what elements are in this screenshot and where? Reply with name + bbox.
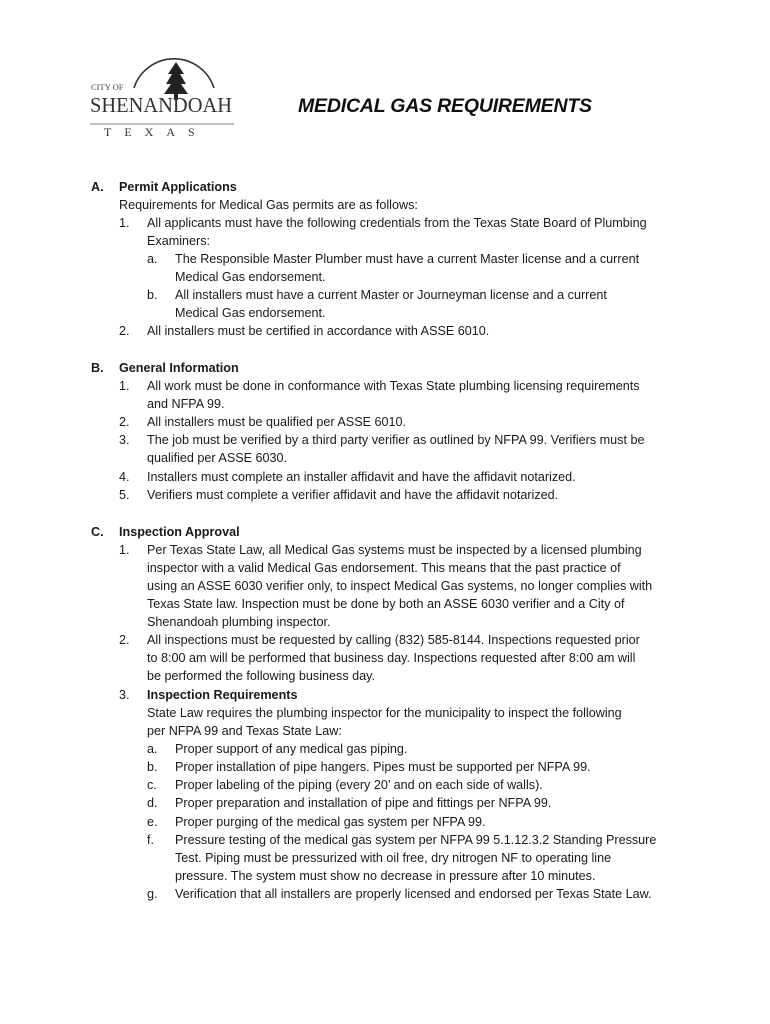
logo-name: SHENANDOAH — [90, 93, 232, 117]
list-item-text: Examiners: — [147, 234, 210, 248]
sub-list-letter: d. — [147, 796, 158, 810]
sub-list-letter: e. — [147, 815, 158, 829]
sub-list-text: Proper preparation and installation of pipe and fittings per NFPA 99. — [175, 796, 552, 810]
sub-list-text: Pressure testing of the medical gas system per NFPA 99 5.1.12.3.2 Standing Pressure — [175, 833, 657, 847]
list-item-text: Installers must complete an installer affidavit and have the affidavit notarized. — [147, 470, 576, 484]
sub-list-text: Verification that all installers are properly licensed and endorsed per Texas State Law. — [175, 887, 652, 901]
list-item-text: Verifiers must complete a verifier affidavit and have the affidavit notarized. — [147, 488, 559, 502]
logo-city-of: CITY OF — [91, 82, 124, 92]
list-number: 5. — [119, 488, 130, 502]
sub-list-text: Proper labeling of the piping (every 20’ and on each side of walls). — [175, 778, 543, 792]
sub-list-text: The Responsible Master Plumber must have a current Master license and a current — [175, 252, 640, 266]
sub-list-text: All installers must have a current Master or Journeyman license and a current — [175, 288, 607, 302]
list-number: 1. — [119, 216, 130, 230]
list-number: 3. — [119, 688, 130, 702]
list-item-text: All applicants must have the following credentials from the Texas State Board of Plumbing — [147, 216, 647, 230]
sub-list-letter: a. — [147, 252, 158, 266]
section-c-letter: C. — [91, 525, 104, 539]
section-b-letter: B. — [91, 361, 104, 375]
list-item-text: inspector with a valid Medical Gas endorsement. This means that the past practice of — [147, 561, 621, 575]
sub-list-letter: b. — [147, 288, 158, 302]
list-item-text: All installers must be certified in accordance with ASSE 6010. — [147, 324, 490, 338]
sub-list-text: Proper purging of the medical gas system per NFPA 99. — [175, 815, 486, 829]
list-number: 4. — [119, 470, 130, 484]
list-item-text: Per Texas State Law, all Medical Gas systems must be inspected by a licensed plumbing — [147, 543, 642, 557]
list-item-text: qualified per ASSE 6030. — [147, 451, 288, 465]
section-a-intro: Requirements for Medical Gas permits are as follows: — [119, 198, 418, 212]
list-item-text: Shenandoah plumbing inspector. — [147, 615, 331, 629]
logo-state: TEXAS — [104, 125, 208, 139]
list-number: 2. — [119, 633, 130, 647]
section-a-letter: A. — [91, 180, 104, 194]
page-title: MEDICAL GAS REQUIREMENTS — [298, 95, 592, 117]
list-item-text: and NFPA 99. — [147, 397, 225, 411]
sub-list-text: Proper support of any medical gas piping. — [175, 742, 408, 756]
list-number: 1. — [119, 543, 130, 557]
sub-list-letter: c. — [147, 778, 157, 792]
section-b-heading: General Information — [119, 361, 239, 375]
sub-list-text: pressure. The system must show no decrease in pressure after 10 minutes. — [175, 869, 596, 883]
sub-list-letter: a. — [147, 742, 158, 756]
list-item-text: All inspections must be requested by calling (832) 585-8144. Inspections requested prior — [147, 633, 640, 647]
section-a-heading: Permit Applications — [119, 180, 237, 194]
list-number: 2. — [119, 324, 130, 338]
list-item-text: Texas State law. Inspection must be done by both an ASSE 6030 verifier and a City of — [147, 597, 625, 611]
sub-list-letter: b. — [147, 760, 158, 774]
list-number: 1. — [119, 379, 130, 393]
list-item-text: using an ASSE 6030 verifier only, to inspect Medical Gas systems, no longer complies with — [147, 579, 653, 593]
sub-list-text: Medical Gas endorsement. — [175, 270, 326, 284]
list-item-text: State Law requires the plumbing inspector for the municipality to inspect the following — [147, 706, 622, 720]
list-item-text: be performed the following business day. — [147, 669, 375, 683]
section-c-heading: Inspection Approval — [119, 525, 240, 539]
subsection-heading: Inspection Requirements — [147, 688, 298, 702]
list-item-text: to 8:00 am will be performed that business day. Inspections requested after 8:00 am will — [147, 651, 636, 665]
list-number: 3. — [119, 433, 130, 447]
sub-list-text: Proper installation of pipe hangers. Pipes must be supported per NFPA 99. — [175, 760, 591, 774]
sub-list-text: Medical Gas endorsement. — [175, 306, 326, 320]
list-item-text: per NFPA 99 and Texas State Law: — [147, 724, 342, 738]
list-item-text: All work must be done in conformance with Texas State plumbing licensing requirements — [147, 379, 640, 393]
sub-list-letter: f. — [147, 833, 154, 847]
sub-list-text: Test. Piping must be pressurized with oil free, dry nitrogen NF to operating line — [175, 851, 612, 865]
list-number: 2. — [119, 415, 130, 429]
list-item-text: The job must be verified by a third party verifier as outlined by NFPA 99. Verifiers must be — [147, 433, 645, 447]
list-item-text: All installers must be qualified per ASSE 6010. — [147, 415, 407, 429]
sub-list-letter: g. — [147, 887, 158, 901]
